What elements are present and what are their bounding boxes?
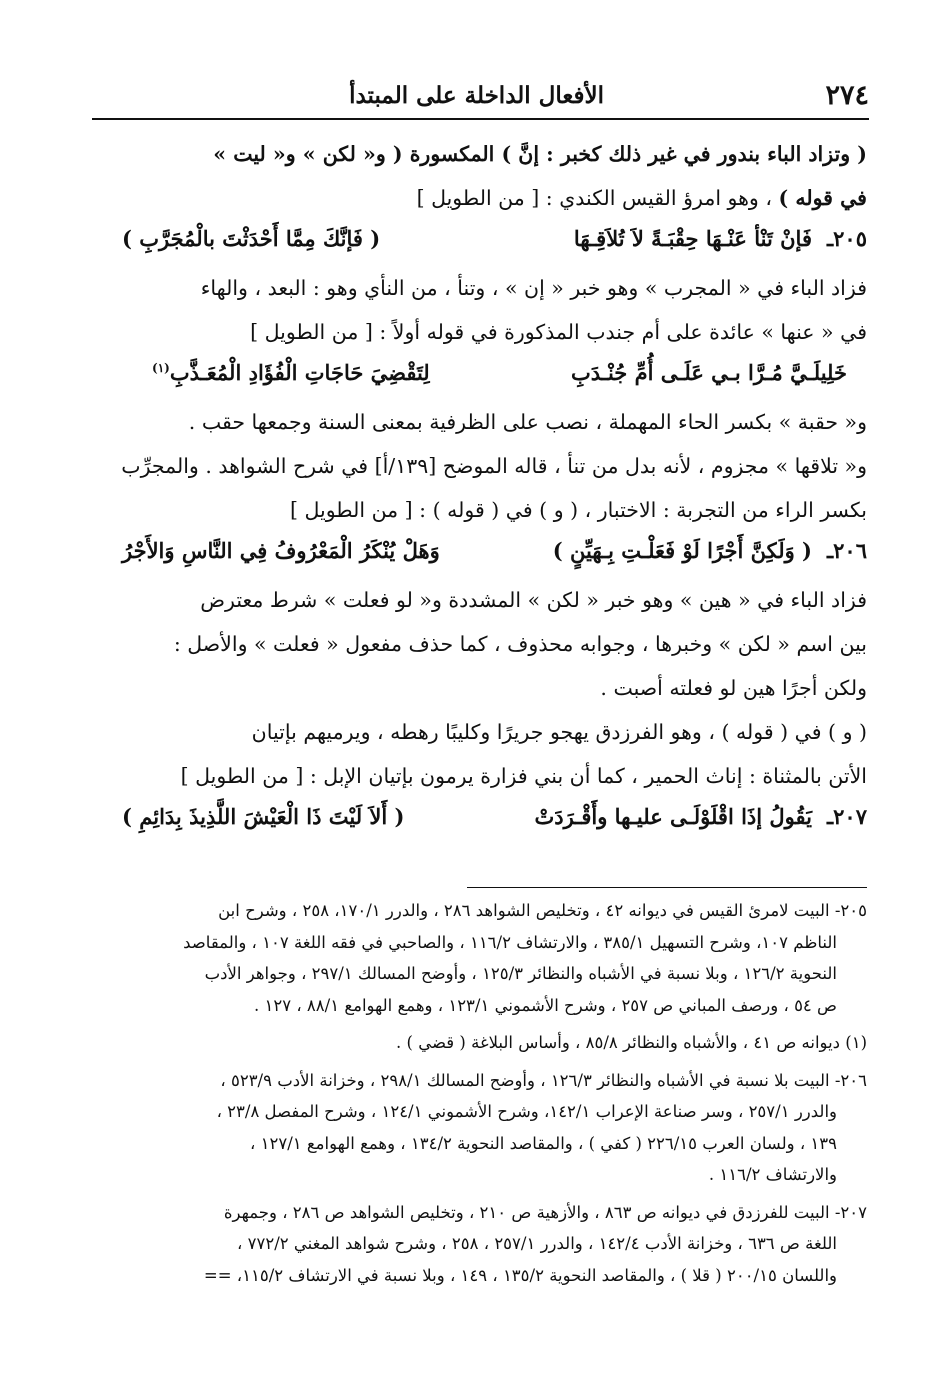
text-line: الأتن بالمثناة : إناث الحمير ، كما أن بني فزارة يرمون بإتيان الإبل : [ من الطويل ]: [180, 764, 867, 788]
verse-quoted: [92, 354, 867, 400]
footnote-line: (١) ديوانه ص ٤١ ، والأشباه والنظائر ٨٥/٨ ، وأساس البلاغة ( قضي ) .: [396, 1033, 867, 1052]
verse-first-hemistich: ( وَلَكِنَّ أَجْرًا لَوْ فَعَلْـتِ بِـهَيِّنٍ ): [552, 538, 812, 563]
footnote-line: ص ٥٤ ، ورصف المباني ص ٢٥٧ ، وشرح الأشموني ١٢٣/١ ، وهمع الهوامع ٨٨/١ ، ١٢٧ .: [254, 995, 837, 1015]
text-line: بكسر الراء من التجربة : الاختبار ، ( و ) في ( قوله ) : [ من الطويل ]: [289, 498, 867, 522]
text-line: في « عنها » عائدة على أم جندب المذكورة في قوله أولاً : [ من الطويل ]: [250, 320, 867, 344]
page-number: ٢٧٤: [825, 80, 869, 111]
verse-first-hemistich: فَإنْ تَنْأ عَنْـهَا حِقْبَـةً لاَ تُلاَقِـهَا: [573, 226, 812, 251]
footnote-line: ٢٠٥- البيت لامرئ القيس في ديوانه ٤٢ ، وتخليص الشواهد ٢٨٦ ، والدرر ١٧٠/١، ٢٥٨ ، وشرح ابن: [218, 901, 867, 920]
verse-second-hemistich: وَهَلْ يُنْكَرُ الْمَعْرُوفُ فِي النَّاسِ وَالأَجْرُ: [122, 538, 440, 563]
verse-second-hemistich: ( فَإنَّكَ مِمَّا أَحْدَثْتَ بالْمُجَرَّبِ ): [122, 226, 381, 251]
text-line: ( وتزاد الباء بندور في غير ذلك كخبر : إنَّ ) المكسورة ( و« لكن » و« ليت »: [213, 142, 867, 166]
footnote-marker: (١): [152, 361, 170, 375]
text-line: ولكن أجرًا هين لو فعلته أصبت .: [600, 676, 867, 700]
verse-number: ٢٠٦ـ: [827, 538, 867, 563]
footnote-line: والارتشاف ١١٦/٢ .: [708, 1165, 837, 1184]
footnote-line: اللغة ص ٦٣٦ ، وخزانة الأدب ١٤٢/٤ ، والدرر ٢٥٧/١ ، ٢٥٨ ، وشرح شواهد المغني ٧٧٢/٢ ،: [237, 1234, 837, 1253]
footnote-line: الناظم ١٠٧، وشرح التسهيل ٣٨٥/١ ، والارتشاف ١١٦/٢ ، والصاحبي في فقه اللغة ١٠٧ ، والمقاصد: [183, 932, 837, 952]
running-title: الأفعال الداخلة على المبتدأ: [349, 82, 604, 109]
footnote-line: ٢٠٧- البيت للفرزدق في ديوانه ص ٨٦٣ ، والأزهية ص ٢١٠ ، وتخليص الشواهد ص ٢٨٦ ، وجمهرة: [223, 1202, 867, 1222]
verse-second-hemistich: لِتَقْضِيَ حَاجَاتِ الْفُؤَادِ الْمُعَـذَّبِ$^{(١)}$: [152, 360, 430, 385]
footnote-line: النحوية ١٢٦/٢ ، وبلا نسبة في الأشباه والنظائر ١٢٥/٣ ، وأوضح المسالك ٢٩٧/١ ، وجواهر الأدب: [204, 964, 837, 983]
text-line: فزاد الباء في « هين » وهو خبر « لكن » المشددة و« لو فعلت » شرط معترض: [200, 588, 867, 612]
verse-second-hemistich: ( أَلاَ لَيْتَ ذَا الْعَيْشَ اللَّذِيذَ بِدَائِمِ ): [122, 804, 405, 829]
verse-205: [92, 220, 867, 266]
main-text: [92, 132, 867, 844]
text-line-rest: ، وهو امرؤ القيس الكندي : [ من الطويل ]: [416, 186, 779, 210]
verse-206: [92, 532, 867, 578]
text-line: و« تلاقها » مجزوم ، لأنه بدل من تنأ ، قاله الموضح [١٣٩/أ] في شرح الشواهد . والمجرِّب: [121, 454, 867, 478]
text-line-lead: في قوله ): [778, 186, 867, 210]
footnote-line: ١٣٩ ، ولسان العرب ٢٢٦/١٥ ( كفي ) ، والمقاصد النحوية ١٣٤/٢ ، وهمع الهوامع ١٢٧/١ ،: [250, 1133, 837, 1153]
footnotes: [92, 895, 867, 1297]
text-line: ( و ) في ( قوله ) ، وهو الفرزدق يهجو جريرًا وكليبًا رهطه ، ويرميهم بإتيان: [251, 720, 867, 744]
page-header: [92, 78, 869, 120]
verse-207: [92, 798, 867, 844]
verse-number: ٢٠٧ـ: [827, 804, 867, 829]
footnote-1: [92, 1027, 867, 1059]
text-line: بين اسم « لكن » وخبرها ، وجوابه محذوف ، كما حذف مفعول « فعلت » والأصل :: [173, 632, 867, 656]
footnote-line: واللسان ٢٠٠/١٥ ( قلا ) ، والمقاصد النحوية ١٣٥/٢ ، ١٤٩ ، وبلا نسبة في الارتشاف ١١٥/٢، ==: [203, 1265, 837, 1285]
footnote-207: [92, 1197, 867, 1292]
verse-first-hemistich: خَلِيلَـيَّ مُـرَّا بـي عَلَـى أُمِّ جُنْـدَبِ: [571, 360, 847, 385]
footnote-line: ٢٠٦- البيت بلا نسبة في الأشباه والنظائر ١٢٦/٣ ، وأوضح المسالك ٢٩٨/١ ، وخزانة الأدب ٥٢٣/٩ ،: [220, 1070, 867, 1090]
text-line: فزاد الباء في « المجرب » وهو خبر « إن » ، وتنأ ، من النأي وهو : البعد ، والهاء: [200, 276, 867, 300]
verse-number: ٢٠٥ـ: [827, 226, 867, 251]
verse-first-hemistich: يَقُولُ إذَا اقْلَوْلَـى عليـها وأَقْـرَدَتْ: [534, 804, 812, 829]
footnote-line: والدرر ٢٥٧/١ ، وسر صناعة الإعراب ١٤٢/١، وشرح الأشموني ١٢٤/١ ، وشرح المفصل ٢٣/٨ ،: [216, 1102, 837, 1121]
footnote-205: [92, 895, 867, 1021]
footnote-separator: [467, 887, 867, 888]
text-line: و« حقبة » بكسر الحاء المهملة ، نصب على الظرفية بمعنى السنة وجمعها حقب .: [188, 410, 867, 434]
footnote-206: [92, 1065, 867, 1191]
text-line: [92, 176, 867, 220]
